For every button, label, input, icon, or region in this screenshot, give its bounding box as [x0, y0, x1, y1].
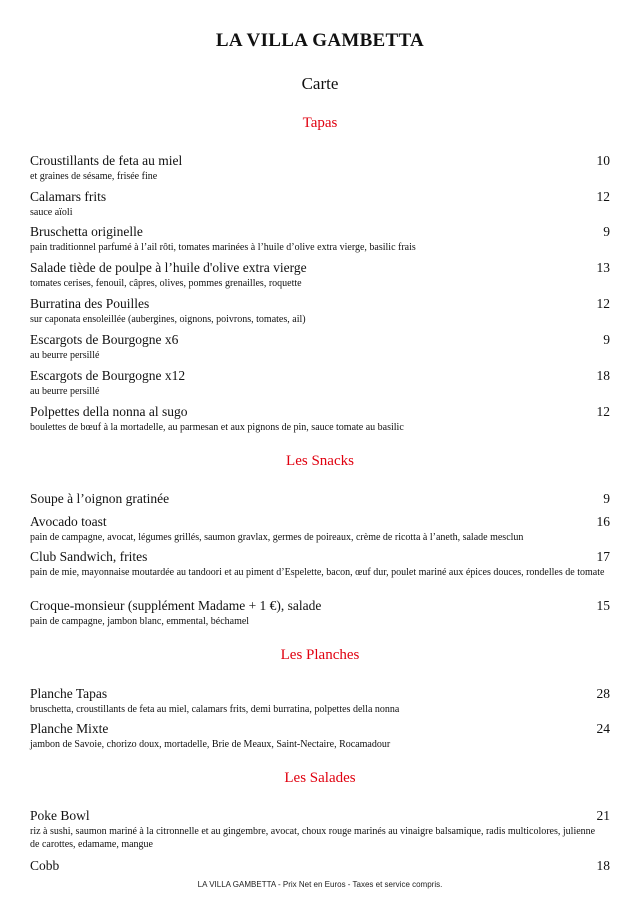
item-description: pain traditionnel parfumé à l’ail rôti, tomates marinées à l’huile d’olive extra vierge, basilic frais: [30, 242, 416, 253]
menu-title: Carte: [301, 74, 339, 93]
item-name: Poke Bowl: [30, 808, 90, 823]
item-price: 12: [596, 296, 610, 311]
item-price: 18: [596, 368, 610, 383]
item-description: boulettes de bœuf à la mortadelle, au parmesan et aux pignons de pin, sauce tomate au basilic: [30, 422, 404, 433]
item-name: Calamars frits: [30, 189, 107, 204]
item-price: 12: [596, 189, 610, 204]
page-footer: LA VILLA GAMBETTA - Prix Net en Euros - Taxes et service compris.: [197, 880, 443, 889]
item-price: 15: [596, 598, 610, 613]
item-price: 16: [596, 514, 610, 529]
item-name: Burratina des Pouilles: [30, 296, 150, 311]
item-description: et graines de sésame, frisée fine: [30, 171, 158, 182]
menu-item: [30, 807, 610, 851]
menu-item: [30, 720, 610, 751]
menu-item: [30, 223, 610, 254]
item-description: tomates cerises, fenouil, câpres, olives, pommes grenailles, roquette: [30, 278, 302, 289]
menu-item: [30, 490, 610, 507]
menu-item: [30, 403, 610, 434]
menu-item: [30, 685, 610, 716]
item-price: 9: [603, 332, 610, 347]
menu-item: [30, 367, 610, 398]
menu-item: [30, 857, 610, 874]
item-name: Club Sandwich, frites: [30, 549, 148, 564]
item-price: 9: [603, 491, 610, 506]
menu-item: [30, 152, 610, 183]
item-description: pain de campagne, avocat, légumes grillés, saumon gravlax, germes de poireaux, crème de ricotta à l’aneth, salade mesclun: [30, 532, 524, 543]
item-price: 28: [596, 686, 610, 701]
item-name: Bruschetta originelle: [30, 224, 143, 239]
item-name: Escargots de Bourgogne x12: [30, 368, 186, 383]
item-description: au beurre persillé: [30, 350, 100, 361]
item-name: Planche Mixte: [30, 721, 109, 736]
item-name: Avocado toast: [30, 514, 107, 529]
item-description: sur caponata ensoleillée (aubergines, oignons, poivrons, tomates, ail): [30, 314, 306, 325]
menu-item: [30, 597, 610, 628]
item-name: Cobb: [30, 858, 60, 873]
menu-item: [30, 548, 610, 579]
item-price: 17: [596, 549, 610, 564]
item-price: 10: [596, 153, 610, 168]
item-price: 18: [596, 858, 610, 873]
section-title-planches: Les Planches: [280, 647, 360, 663]
item-description: bruschetta, croustillants de feta au miel, calamars frits, demi burratina, polpettes della nonna: [30, 704, 400, 715]
item-price: 13: [596, 260, 610, 275]
section-title-snacks: Les Snacks: [286, 453, 354, 469]
section-title-tapas: Tapas: [302, 115, 338, 131]
item-price: 12: [596, 404, 610, 419]
item-description: pain de mie, mayonnaise moutardée au tandoori et au piment d’Espelette, bacon, œuf dur, poulet mariné aux épices douces, rondelles de tomate: [30, 567, 605, 578]
item-price: 9: [603, 224, 610, 239]
item-price: 24: [596, 721, 610, 736]
item-name: Croque-monsieur (supplément Madame + 1 €), salade: [30, 598, 322, 613]
item-name: Planche Tapas: [30, 686, 108, 701]
item-name: Escargots de Bourgogne x6: [30, 332, 179, 347]
item-description: au beurre persillé: [30, 386, 100, 397]
item-description: riz à sushi, saumon mariné à la citronnelle et au gingembre, avocat, choux rouge marinés au vinaigre balsamique, radis multicolores, julienne de carottes, edamame, mangue: [30, 826, 596, 850]
item-description: jambon de Savoie, chorizo doux, mortadelle, Brie de Meaux, Saint-Nectaire, Rocamadour: [30, 739, 391, 750]
menu-item: [30, 259, 610, 290]
menu-item: [30, 513, 610, 544]
menu-item: [30, 331, 610, 362]
section-title-salades: Les Salades: [284, 770, 356, 786]
item-price: 21: [596, 808, 610, 823]
item-description: sauce aïoli: [30, 207, 73, 218]
restaurant-name: LA VILLA GAMBETTA: [215, 30, 425, 51]
menu-item: [30, 188, 610, 219]
item-name: Polpettes della nonna al sugo: [30, 404, 188, 419]
item-name: Soupe à l’oignon gratinée: [30, 491, 170, 506]
menu-item: [30, 295, 610, 326]
item-description: pain de campagne, jambon blanc, emmental, béchamel: [30, 616, 250, 627]
item-name: Salade tiède de poulpe à l’huile d'olive extra vierge: [30, 260, 307, 275]
item-name: Croustillants de feta au miel: [30, 153, 183, 168]
